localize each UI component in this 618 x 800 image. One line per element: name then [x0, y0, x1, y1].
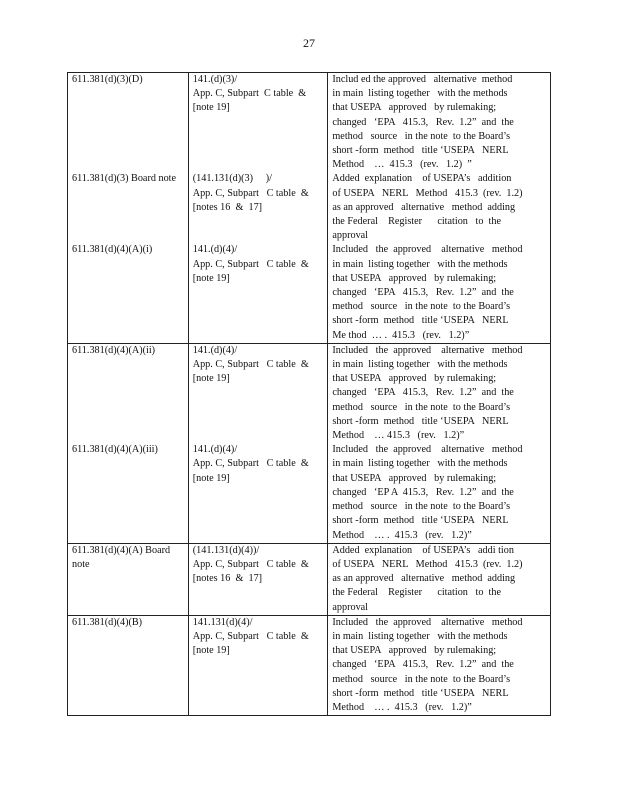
summary-line: in main listing together with the methods [332, 258, 508, 270]
summary-line: short -form method title ‘USEPA NERL [332, 145, 509, 157]
amendments-table [67, 72, 551, 716]
summary-line: the Federal Register citation to the [332, 587, 501, 599]
summary-line: as an approved alternative method adding [332, 201, 516, 213]
summary-line: in main listing together with the methods [332, 630, 508, 642]
summary-line: Method … . 415.3 (rev. 1.2)” [332, 529, 472, 541]
summary-line: Method … 415.3 (rev. 1.2) ” [332, 159, 472, 171]
federal-source [193, 172, 324, 243]
summary-line: Included the approved alternative method [332, 444, 523, 456]
summary-line: changed ‘EP A 415.3, Rev. 1.2” and the [332, 486, 514, 498]
summary-line: that USEPA approved by rulemaking; [332, 472, 497, 484]
source-line: App. C, Subpart C table & [192, 187, 309, 199]
source-cell [188, 343, 328, 543]
table-row [68, 615, 551, 715]
section-citation: 611.381(d)(4)(A)(iii) [72, 444, 158, 456]
amendment-summary [332, 344, 546, 443]
summary-line: changed ‘EPA 415.3, Rev. 1.2” and the [332, 659, 514, 671]
amendment-summary [332, 172, 546, 243]
summary-line: in main listing together with the methods [332, 458, 508, 470]
section-cell [68, 615, 189, 715]
summary-line: short -form method title ‘USEPA NERL [332, 315, 509, 327]
summary-line: Added explanation of USEPA’s addi tion [332, 544, 514, 556]
table-row [68, 73, 551, 344]
summary-line: changed ‘EPA 415.3, Rev. 1.2” and the [332, 116, 514, 128]
source-cell [188, 73, 328, 344]
section-citation: 611.381(d)(4)(A) Board note [72, 544, 171, 570]
summary-line: changed ‘EPA 415.3, Rev. 1.2” and the [332, 387, 514, 399]
federal-source [193, 616, 324, 715]
source-cell [188, 543, 328, 615]
summary-line: Included the approved alternative method [332, 244, 523, 256]
amendment-summary [332, 443, 546, 542]
source-line: 141.(d)(4)/ [192, 444, 238, 456]
summary-line: that USEPA approved by rulemaking; [332, 645, 497, 657]
summary-line: that USEPA approved by rulemaking; [332, 373, 497, 385]
section-citation: 611.381(d)(4)(A)(ii) [72, 344, 156, 356]
source-line: 141.(d)(3)/ [192, 74, 238, 85]
section-citation: 611.381(d)(3)(D) [72, 74, 143, 85]
source-line: 141.(d)(4)/ [192, 344, 238, 356]
source-line: App. C, Subpart C table & [192, 630, 309, 642]
summary-line: Included the approved alternative method [332, 344, 523, 356]
summary-line: short -form method title ‘USEPA NERL [332, 415, 509, 427]
source-line: (141.131(d)(3) )/ [192, 173, 272, 185]
summary-line: method source in the note to the Board’s [332, 673, 511, 685]
summary-line: changed ‘EPA 415.3, Rev. 1.2” and the [332, 287, 514, 299]
summary-line: as an approved alternative method adding [332, 573, 516, 585]
summary-line: method source in the note to the Board’s [332, 501, 511, 513]
summary-line: approval [332, 601, 369, 613]
section-citation: 611.381(d)(4)(B) [72, 616, 143, 628]
federal-source [193, 243, 324, 342]
summary-line: that USEPA approved by rulemaking; [332, 272, 497, 284]
table-row [68, 343, 551, 543]
summary-line: Added explanation of USEPA’s addition [332, 173, 512, 185]
source-line: App. C, Subpart C table & [192, 258, 309, 270]
summary-line: Included the approved alternative method [332, 616, 523, 628]
summary-line: Method … . 415.3 (rev. 1.2)” [332, 701, 472, 713]
source-line: [note 19] [192, 472, 230, 484]
summary-line: the Federal Register citation to the [332, 216, 501, 228]
federal-source [193, 344, 324, 443]
source-line: [notes 16 & 17] [192, 573, 263, 585]
source-line: (141.131(d)(4))/ [192, 544, 260, 556]
amendment-summary [332, 243, 546, 342]
section-cell [68, 73, 189, 344]
source-line: 141.131(d)(4)/ [192, 616, 253, 628]
source-line: App. C, Subpart C table & [192, 88, 307, 100]
source-line: [notes 16 & 17] [192, 201, 263, 213]
summary-line: Method … 415.3 (rev. 1.2)” [332, 430, 465, 442]
federal-source [193, 73, 324, 172]
source-line: [note 19] [192, 373, 230, 385]
summary-line: Includ ed the approved alternative method [332, 74, 513, 85]
summary-line: of USEPA NERL Method 415.3 (rev. 1.2) [332, 558, 523, 570]
summary-line: method source in the note to the Board’s [332, 401, 511, 413]
section-cell [68, 543, 189, 615]
summary-cell [328, 73, 551, 344]
summary-line: short -form method title ‘USEPA NERL [332, 515, 509, 527]
summary-line: approval [332, 230, 369, 242]
amendment-summary [332, 616, 546, 715]
amendment-summary [332, 73, 546, 172]
summary-line: Me thod … . 415.3 (rev. 1.2)” [332, 329, 470, 341]
summary-line: in main listing together with the methods [332, 359, 508, 371]
table-row [68, 543, 551, 615]
federal-source [193, 443, 324, 542]
page-number: 27 [303, 36, 315, 50]
summary-line: of USEPA NERL Method 415.3 (rev. 1.2) [332, 187, 523, 199]
source-line: App. C, Subpart C table & [192, 558, 309, 570]
section-citation: 611.381(d)(3) Board note [72, 173, 177, 185]
source-line: [note 19] [192, 102, 230, 114]
source-cell [188, 615, 328, 715]
amendments-table-body [68, 73, 551, 716]
summary-line: method source in the note to the Board’s [332, 130, 511, 142]
source-line: [note 19] [192, 645, 230, 657]
section-citation: 611.381(d)(4)(A)(i) [72, 244, 153, 256]
section-cell [68, 343, 189, 543]
amendment-summary [332, 544, 546, 615]
summary-line: in main listing together with the methods [332, 88, 508, 100]
source-line: [note 19] [192, 272, 230, 284]
federal-source [193, 544, 324, 615]
summary-cell [328, 343, 551, 543]
summary-line: short -form method title ‘USEPA NERL [332, 687, 509, 699]
summary-line: that USEPA approved by rulemaking; [332, 102, 497, 114]
summary-line: method source in the note to the Board’s [332, 301, 511, 313]
source-line: 141.(d)(4)/ [192, 244, 238, 256]
summary-cell [328, 615, 551, 715]
source-line: App. C, Subpart C table & [192, 359, 309, 371]
summary-cell [328, 543, 551, 615]
source-line: App. C, Subpart C table & [192, 458, 309, 470]
